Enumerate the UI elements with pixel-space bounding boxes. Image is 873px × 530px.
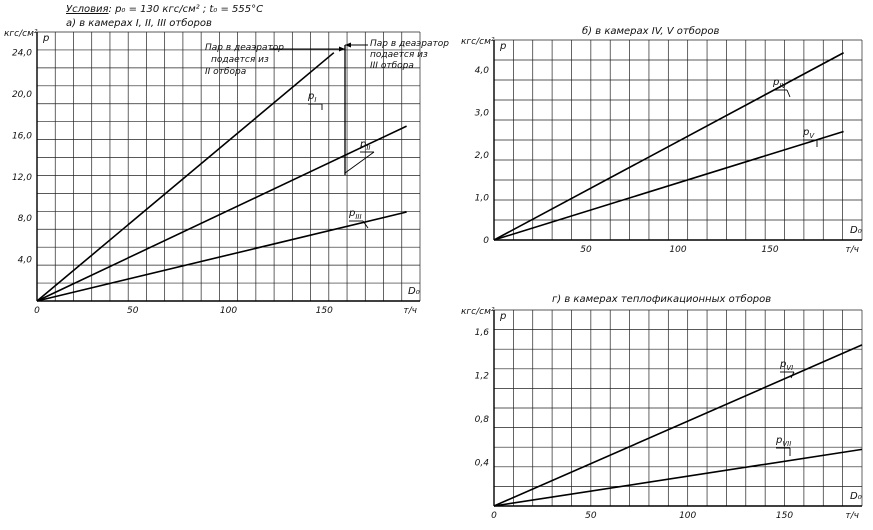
chart-b-x-unit: т/ч: [845, 245, 859, 255]
chart-b-y-tick-label: 1,0: [474, 193, 489, 204]
chart-a-y-tick-label: 16,0: [11, 131, 32, 142]
annotation-right-line: III отбора: [370, 61, 414, 71]
chart-b-series-p-iv: [494, 53, 844, 240]
chart-b-y-tick-label: 0: [483, 236, 489, 246]
chart-a-y-unit: кгс/см²: [4, 29, 38, 39]
chart-a-y-tick-label: 12,0: [11, 172, 32, 183]
chart-b-y-tick-label: 3,0: [474, 108, 489, 119]
chart-a-x-tick-label: 50: [127, 306, 139, 316]
chart-b-x-tick-label: 150: [761, 245, 779, 255]
conditions-label: Условия: [66, 4, 109, 15]
label-p-vii: $p_{VII}$: [776, 435, 792, 448]
chart-b-y-unit: кгс/см²: [461, 37, 495, 47]
label-p-ii: $p_{II}$: [360, 139, 371, 152]
annotation-left-line: подается из: [211, 55, 269, 65]
chart-a-y-tick-label: 4,0: [17, 255, 32, 266]
chart-g-y-tick-label: 1,6: [474, 327, 489, 338]
label-p-iii: $p_{III}$: [349, 208, 362, 221]
annotation-left-line: II отбора: [205, 67, 247, 77]
chart-a-y-tick-label: 8,0: [17, 214, 32, 225]
chart-g-y-tick-label: 0,4: [474, 458, 489, 469]
chart-b-y-tick-label: 2,0: [474, 150, 489, 161]
chart-a-y-label: p: [43, 33, 50, 44]
label-p-iv-leader: [787, 90, 790, 97]
chart-b-y-tick-label: 4,0: [474, 65, 489, 76]
label-p-i: $p_I$: [308, 91, 317, 104]
chart-g-y-tick-label: 0,8: [474, 414, 489, 425]
label-p-vi: $p_{VI}$: [780, 359, 794, 372]
annotation-right-line: Пар в деаэратор: [370, 39, 449, 49]
chart-g-y-unit: кгс/см²: [461, 307, 495, 317]
chart-b-series-p-v: [494, 131, 844, 240]
chart-a-x-unit: т/ч: [403, 306, 417, 316]
chart-a-series-p-i: [37, 53, 334, 301]
chart-a-subtitle: а) в камерах I, II, III отборов: [66, 18, 212, 29]
chart-g-y-tick-label: 1,2: [474, 371, 489, 382]
conditions-text: : p₀ = 130 кгс/см² ; t₀ = 555°C: [108, 4, 264, 15]
chart-g-y-label: p: [500, 311, 507, 322]
chart-b-y-label: p: [500, 41, 507, 52]
chart-g-x-tick-label: 0: [491, 511, 497, 521]
annotation-left-line: Пар в деаэратор: [205, 43, 284, 53]
chart-g-series-p-vii: [494, 449, 862, 506]
chart-a-x-tick-label: 100: [219, 306, 238, 316]
label-p-v: $p_V$: [803, 127, 815, 140]
chart-b-title: б) в камерах IV, V отборов: [582, 26, 720, 37]
chart-b-x-tick-label: 50: [580, 245, 592, 255]
chart-g-grid: [494, 310, 862, 506]
chart-g-x-tick-label: 150: [775, 511, 794, 521]
chart-a-y-tick-label: 24,0: [11, 48, 32, 59]
chart-g-title: г) в камерах теплофикационных отборов: [552, 294, 772, 305]
label-p-iv: $p_{IV}$: [773, 77, 787, 90]
chart-b-x-label: D₀: [850, 225, 862, 236]
chart-g-x-tick-label: 50: [585, 511, 597, 521]
annotation-left-arrow: [339, 47, 345, 52]
chart-a-y-tick-label: 20,0: [11, 90, 32, 101]
chart-g-x-tick-label: 100: [679, 511, 697, 521]
annotation-right-line: подается из: [370, 50, 428, 60]
chart-g-x-unit: т/ч: [845, 511, 859, 521]
chart-a-x-tick-label: 150: [315, 306, 333, 316]
chart-b-x-tick-label: 100: [669, 245, 687, 255]
chart-a-x-label: D₀: [408, 286, 420, 297]
label-p-ii-leader: [345, 152, 374, 173]
chart-a-x-tick-label: 0: [34, 306, 40, 316]
annotation-right-arrow: [345, 43, 351, 48]
chart-a-series-p-iii: [37, 212, 407, 301]
chart-g-x-label: D₀: [850, 491, 862, 502]
